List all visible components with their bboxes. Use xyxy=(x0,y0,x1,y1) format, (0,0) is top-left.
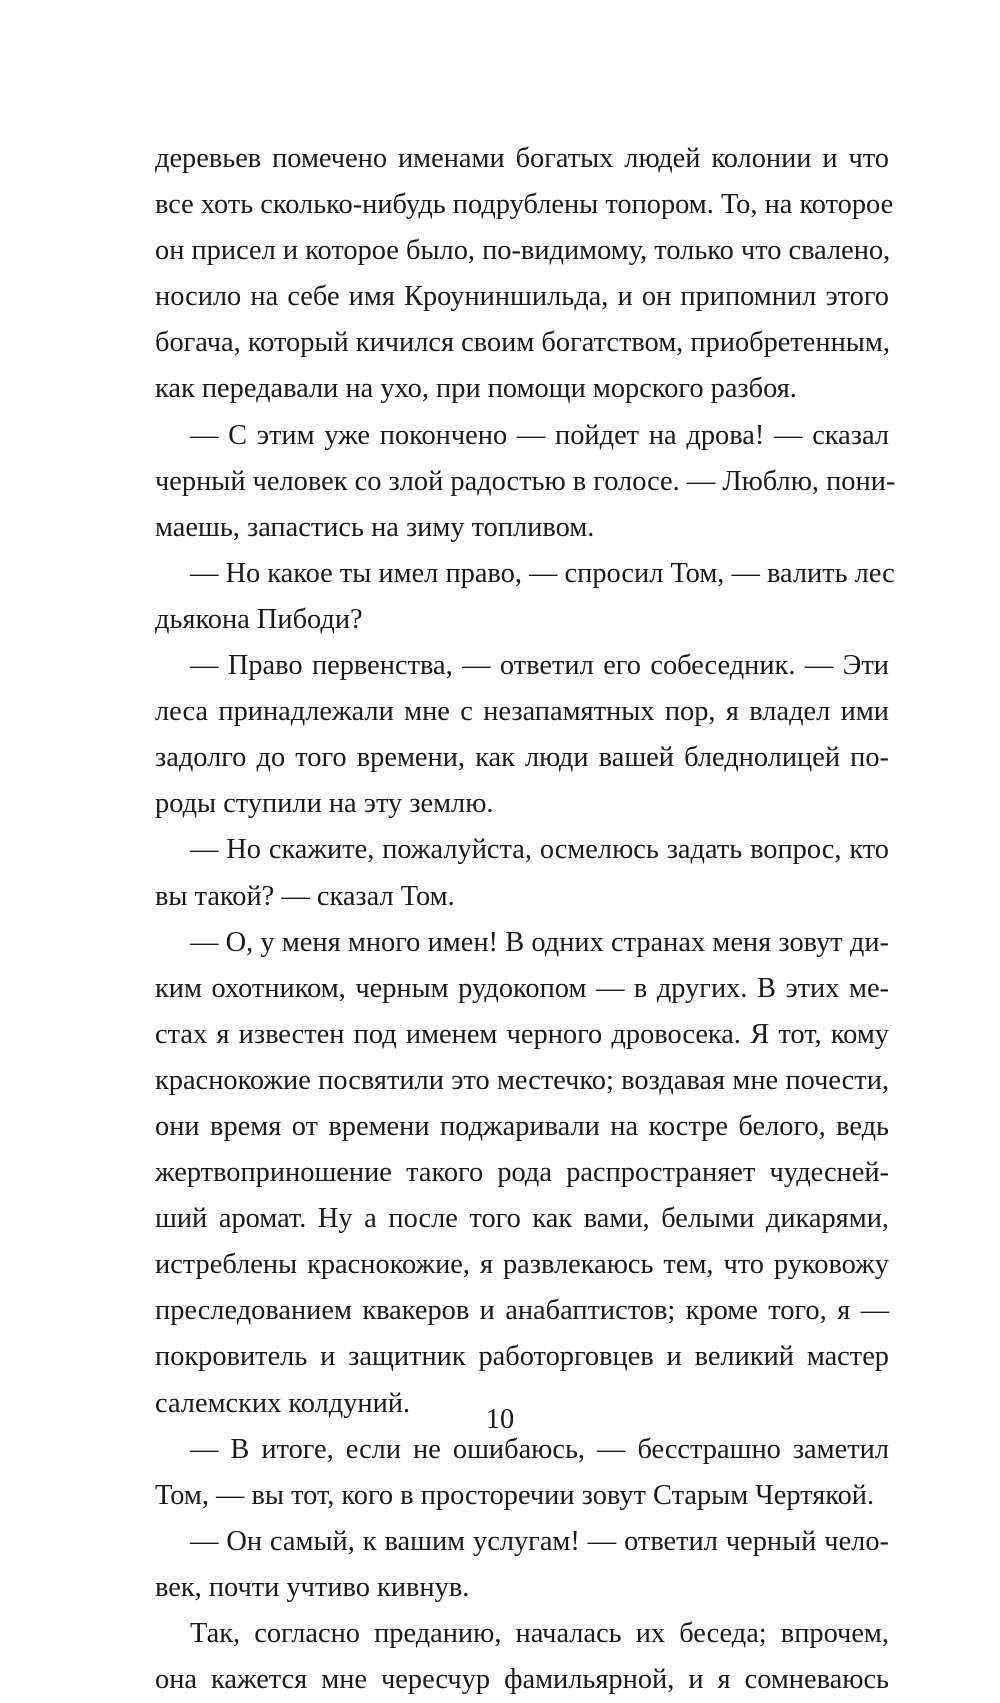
text-line: покровитель и защитник работорговцев и великий мастер xyxy=(155,1341,889,1373)
text-line: стах я известен под именем черного дровосека. Я тот, кому xyxy=(155,1018,889,1050)
text-line: Так, согласно преданию, началась их беседа; впрочем, xyxy=(190,1618,889,1649)
text-line: все хоть сколько-нибудь подрублены топором. То, на которое xyxy=(155,189,894,221)
body-text xyxy=(155,136,896,1703)
text-line: деревьев помечено именами богатых людей колонии и что xyxy=(155,143,889,174)
text-line: — Право первенства, — ответил его собеседник. — Эти xyxy=(190,650,889,682)
text-line: — О, у меня много имен! В одних странах меня зовут ди- xyxy=(190,926,889,958)
text-line: роды ступили на эту землю. xyxy=(155,788,494,820)
text-line: вы такой? — сказал Том. xyxy=(155,880,455,912)
text-line: маешь, запастись на зиму топливом. xyxy=(155,511,595,543)
text-line: он присел и которое было, по-видимому, только что свалено, xyxy=(155,235,891,267)
text-line: Том, — вы тот, кого в просторечии зовут Старым Чертякой. xyxy=(155,1479,875,1511)
text-line: она кажется мне чересчур фамильярной, и я сомневаюсь xyxy=(155,1664,889,1696)
text-line: леса принадлежали мне с незапамятных пор, я владел ими xyxy=(155,696,889,728)
text-line: ший аромат. Ну а после того как вами, белыми дикарями, xyxy=(155,1203,889,1235)
text-line: дьякона Пибоди? xyxy=(155,603,363,635)
text-line: они время от времени поджаривали на костре белого, ведь xyxy=(155,1110,889,1142)
text-line: истреблены краснокожие, я развлекаюсь тем, что руковожу xyxy=(155,1249,889,1281)
text-line: краснокожие посвятили это местечко; воздавая мне почести, xyxy=(155,1064,889,1096)
text-line: носило на себе имя Кроуниншильда, и он припомнил этого xyxy=(155,281,889,313)
text-line: — В итоге, если не ошибаюсь, — бесстрашно заметил xyxy=(190,1433,889,1465)
text-line: — Но какое ты имел право, — спросил Том, — валить лес xyxy=(190,557,895,589)
text-line: век, почти учтиво кивнув. xyxy=(155,1571,470,1603)
text-line: жертвоприношение такого рода распространяет чудесней- xyxy=(155,1157,889,1189)
page-number: 10 xyxy=(485,1404,515,1435)
text-line: задолго до того времени, как люди вашей бледнолицей по- xyxy=(155,742,889,774)
text-line: богача, который кичился своим богатством, приобретенным, xyxy=(155,327,890,359)
text-line: преследованием квакеров и анабаптистов; кроме того, я — xyxy=(155,1295,889,1327)
text-line: — С этим уже покончено — пойдет на дрова! — сказал xyxy=(190,419,889,451)
text-line: ким охотником, черным рудокопом — в других. В этих ме- xyxy=(155,972,889,1004)
text-line: салемских колдуний. xyxy=(155,1387,411,1419)
text-line: — Но скажите, пожалуйста, осмелюсь задать вопрос, кто xyxy=(190,834,889,866)
text-line: черный человек со злой радостью в голосе. — Люблю, пони- xyxy=(155,465,896,497)
text-line: как передавали на ухо, при помощи морского разбоя. xyxy=(155,373,797,405)
text-line: — Он самый, к вашим услугам! — ответил черный чело- xyxy=(190,1525,889,1557)
